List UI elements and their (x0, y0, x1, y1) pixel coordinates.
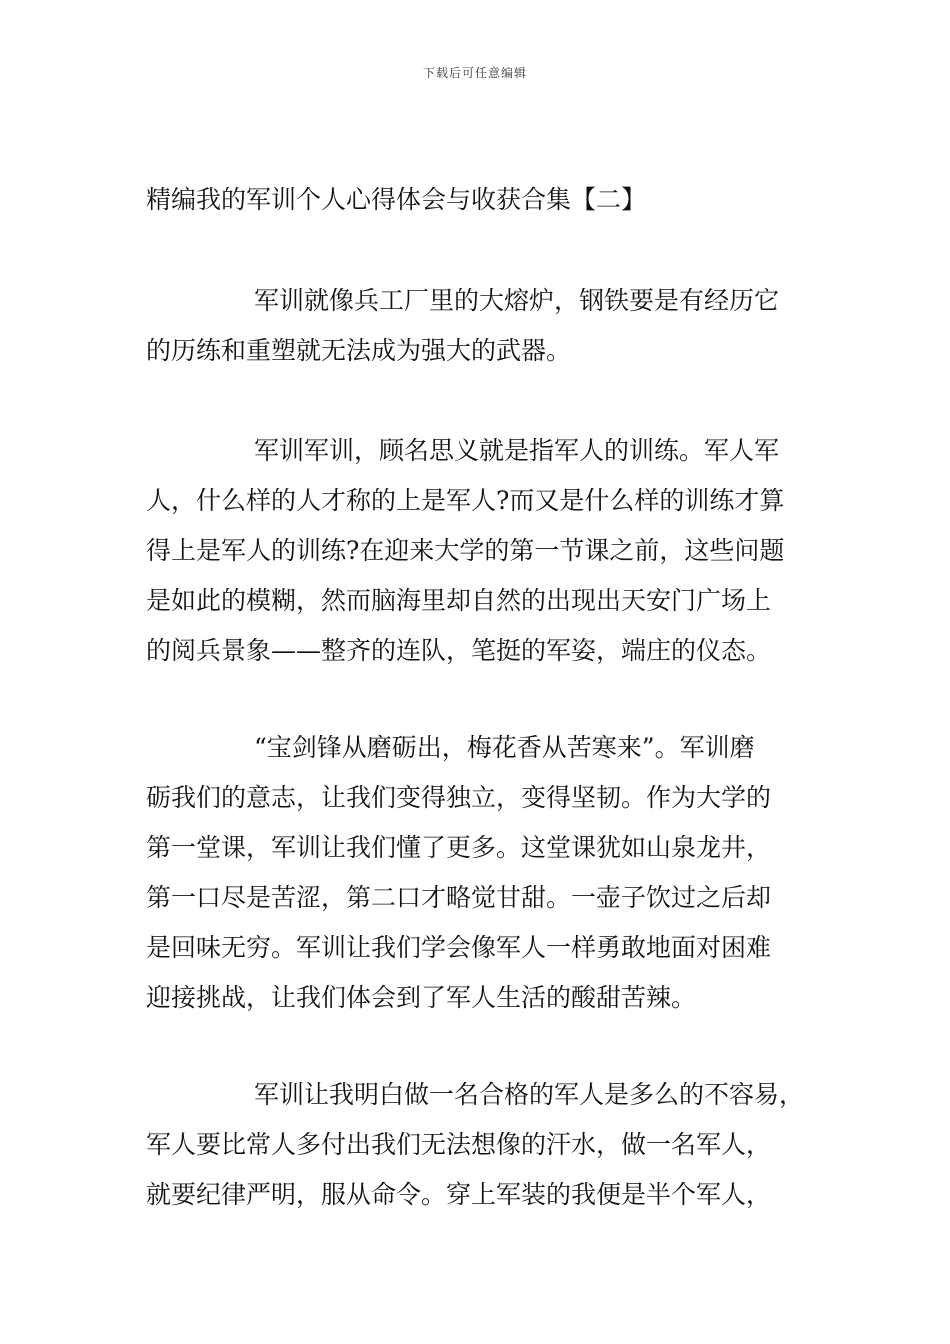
paragraph-line: 的阅兵景象——整齐的连队，笔挺的军姿，端庄的仪态。 (146, 636, 772, 665)
paragraph-line: 军训军训，顾名思义就是指军人的训练。军人军 (254, 436, 780, 465)
paragraph-line: 砺我们的意志，让我们变得独立，变得坚韧。作为大学的 (146, 783, 772, 812)
paragraph-line: 第一堂课，军训让我们懂了更多。这堂课犹如山泉龙井， (146, 833, 772, 862)
paragraph-line: 军人要比常人多付出我们无法想像的汗水，做一名军人， (146, 1130, 772, 1159)
paragraph-line: 是回味无穷。军训让我们学会像军人一样勇敢地面对困难 (146, 933, 772, 962)
document-title: 精编我的军训个人心得体会与收获合集【二】 (146, 185, 647, 214)
paragraph-line: 得上是军人的训练?在迎来大学的第一节课之前，这些问题 (146, 536, 785, 565)
paragraph-line: 军训就像兵工厂里的大熔炉，钢铁要是有经历它 (254, 286, 780, 315)
paragraph-line: 的历练和重塑就无法成为强大的武器。 (146, 336, 572, 365)
paragraph-1 (146, 276, 826, 376)
paragraph-line: “宝剑锋从磨砺出，梅花香从苦寒来”。军训磨 (254, 733, 755, 762)
paragraph-line: 就要纪律严明，服从命令。穿上军装的我便是半个军人， (146, 1180, 772, 1209)
paragraph-line: 迎接挑战，让我们体会到了军人生活的酸甜苦辣。 (146, 983, 697, 1012)
paragraph-4 (146, 1070, 826, 1220)
paragraph-2 (146, 426, 826, 676)
paragraph-line: 是如此的模糊，然而脑海里却自然的出现出天安门广场上 (146, 586, 772, 615)
paragraph-line: 第一口尽是苦涩，第二口才略觉甘甜。一壶子饮过之后却 (146, 883, 772, 912)
header-note: 下载后可任意编辑 (422, 66, 527, 80)
paragraph-line: 人，什么样的人才称的上是军人?而又是什么样的训练才算 (146, 486, 785, 515)
paragraph-line: 军训让我明白做一名合格的军人是多么的不容易， (254, 1080, 805, 1109)
paragraph-3 (146, 723, 826, 1023)
